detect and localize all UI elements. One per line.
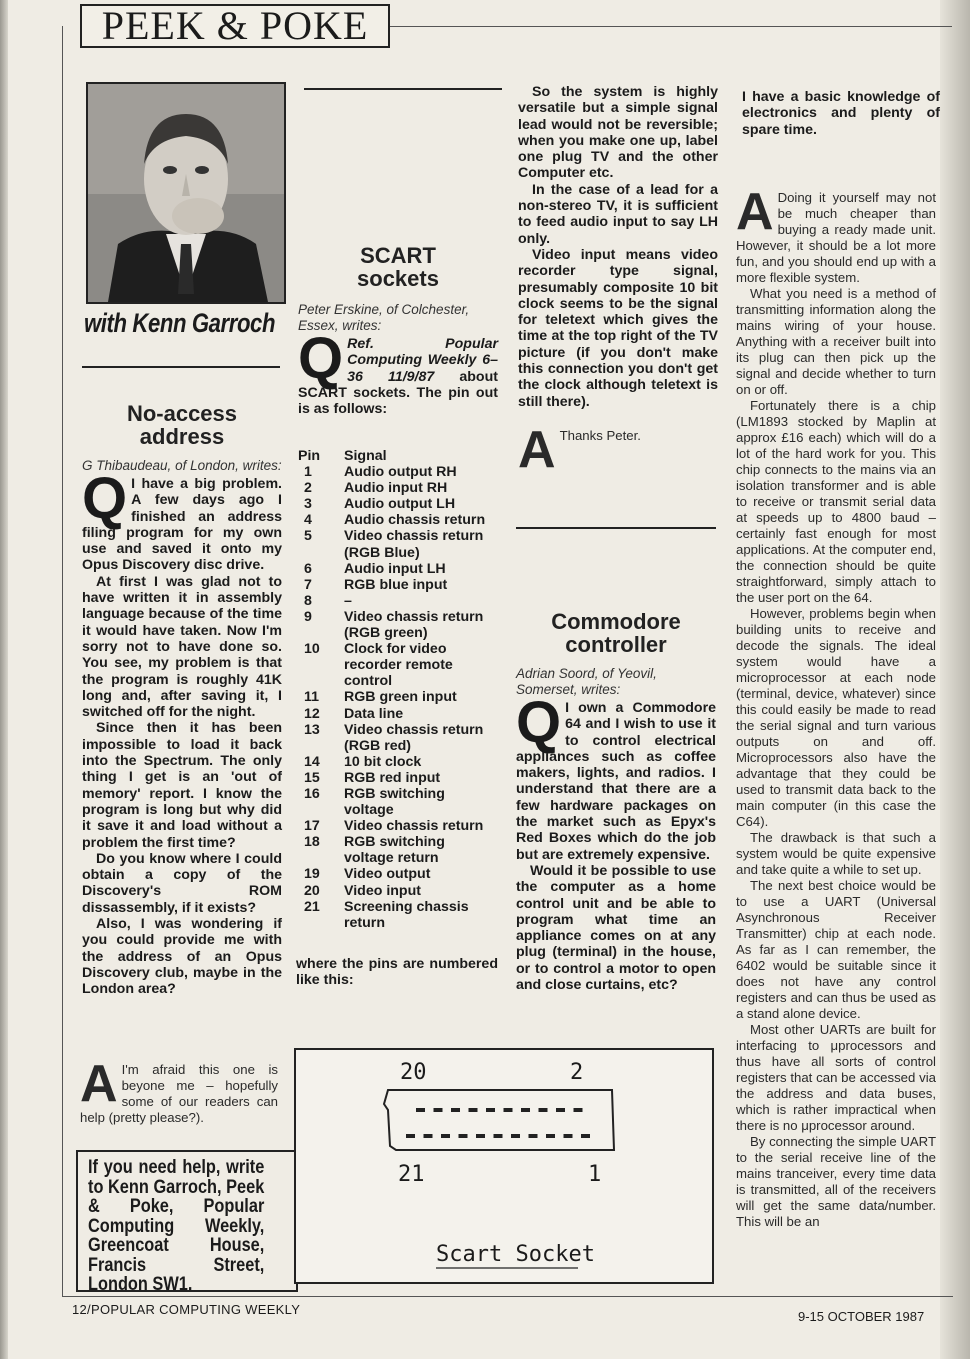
- pin-signal: Clock for video recorder remote control: [344, 641, 453, 690]
- pin-contact: [469, 1108, 478, 1112]
- paragraph: What you need is a method of transmitting information along the mains wiring of your house. Anything with a receiver built into its plug can then pick up the signal and decide whether to turn on or off.: [736, 286, 936, 397]
- paragraph: Do you know where I could obtain a copy of the Discovery's ROM dissassembly, if it exists?: [82, 850, 282, 916]
- paragraph: So the system is highly versatile but a simple signal lead would not be reversible; when you make one up, label one plug TV and the other Computer etc.: [518, 84, 718, 182]
- pin-contact: [476, 1134, 485, 1138]
- paragraph: Fortunately there is a chip (LM1893 stocked by Maplin at approx £16 each) which will do a lot of the hard work for you. This chip connects to the mains via an isolation transformer and is able to receive or transmit serial data at speeds up to 4800 baud – certainly fast enough for most applications. At the computer end, the connection should be quite straightforward, simply attach to the user port on the 64.: [736, 398, 936, 605]
- paragraph: Since then it has been impossible to load it back into the Spectrum. The only thing I get is an 'out of memory' report. I know the program is long but why did it save it and load without a problem the first time?: [82, 720, 282, 851]
- paragraph: In the case of a lead for a non-stereo TV, it is sufficient to feed audio input to say LH only.: [518, 181, 718, 247]
- pin-signal: Video input: [344, 882, 421, 899]
- paragraph: However, problems begin when building units to receive and decode the signals. The ideal system would have a microprocessor at each node (terminal, device, whatever) since this could easily be made to read the serial signal and turn various outputs on and off. Microprocessors also have the advantage that they could be used to transmit data back to the main computer (in this case the C64).: [736, 606, 936, 829]
- paragraph: Would it be possible to use the computer as a home control unit and be able to program what time an appliance comes on at any plug (terminal) in the house, or to control a motor to open and close curtains, etc?: [516, 862, 716, 994]
- pin-signal: Data line: [344, 705, 404, 722]
- pin-number: 9: [304, 608, 312, 625]
- pin-row: [298, 577, 498, 593]
- columnist-photo: [86, 82, 286, 304]
- pin-number: 12: [304, 705, 320, 722]
- paragraph: The next best choice would be to use a UART (Universal Asynchronous Receiver Transmitter) chip at each node. As far as I can remember, the 6402 would be suitable since it does not have any control registers and can thus be used as a stand alone device.: [736, 878, 936, 1021]
- column-2: [298, 244, 498, 417]
- pin-contact: [521, 1108, 530, 1112]
- pin-number: 5: [304, 528, 312, 545]
- drop-cap-a: A: [736, 183, 774, 241]
- pin-row: [298, 834, 498, 866]
- paragraph: At first I was glad not to have written it in assembly language because of the time it would have taken. Now I'm sorry not to have done so. You see, my problem is that the program is roughly 41K long and, after saving it, I switched off for the night.: [82, 573, 282, 721]
- column-4-top: I have a basic knowledge of electronics and plenty of spare time.: [742, 89, 940, 138]
- pin-signal: Audio chassis return: [344, 512, 486, 529]
- portrait-illustration: [88, 84, 284, 302]
- pin-number: 11: [304, 689, 319, 706]
- column-4: [736, 183, 936, 1230]
- pin-number: 19: [304, 866, 320, 883]
- paragraph: By connecting the simple UART to the serial receive line of the mains tranceiver, every time data is transmitted, all of the receivers will get the same data/number. This will be an: [736, 1134, 936, 1229]
- pin-label-21: 21: [398, 1162, 425, 1187]
- pin-contact: [416, 1108, 425, 1112]
- column-1-answer: [80, 1055, 278, 1126]
- pin-table-header: [298, 448, 498, 464]
- pin-signal: Video output: [344, 866, 431, 883]
- paragraph: Video input means video recorder type signal, presumably composite 10 bit clock seems to be the signal for teletext which gives the time at the top right of the TV picture (if you don't make this connection you don't get the clock although teletext is still there).: [518, 246, 718, 410]
- pin-number: 6: [304, 560, 312, 577]
- pin-number: 18: [304, 834, 320, 851]
- pin-row: [298, 883, 498, 899]
- pin-label-1: 1: [588, 1162, 602, 1187]
- pin-contact: [441, 1134, 450, 1138]
- pin-row: [298, 496, 498, 512]
- drop-cap-a: A: [80, 1055, 118, 1113]
- pin-row: [298, 512, 498, 528]
- question-text: about SCART sockets. The pin out is as follows:: [298, 368, 498, 418]
- pin-row: [298, 609, 498, 641]
- paragraph: Also, I was wondering if you could provide me with the address of an Opus Discovery club, maybe in the London area?: [82, 916, 282, 998]
- question-text: I own a Commodore 64 and I wish to use it to control electrical appliances such as coffee makers, lights, and radios. I understand that there are a few hardware packages on the market such as Epyx's Red Boxes which do the job but are extremely expensive.: [516, 700, 716, 863]
- pin-number: 13: [304, 721, 320, 738]
- drop-cap-q: Q: [298, 326, 344, 391]
- pin-row-bottom: [406, 1134, 590, 1138]
- help-box-text: If you need help, write to Kenn Garroch, Peek & Poke, Popular Computing Weekly, Greencoat House, Francis Street, London SW1.: [88, 1157, 265, 1295]
- pin-number: 7: [304, 576, 312, 593]
- scart-diagram: [294, 1048, 714, 1284]
- pin-contact: [459, 1134, 468, 1138]
- pin-contact: [511, 1134, 520, 1138]
- masthead: PEEK & POKE: [80, 4, 390, 48]
- pin-row: [298, 722, 498, 754]
- column-1: [82, 402, 282, 998]
- pin-signal: Audio input RH: [344, 480, 448, 497]
- pin-row: [298, 899, 498, 931]
- pin-signal: RGB blue input: [344, 576, 448, 593]
- pin-row: [298, 593, 498, 609]
- paragraph: Most other UARTs are built for interfacing to μprocessors and thus have all sorts of control registers that can be accessed via the address and data buses, which is rather impractical when there is no μprocessor around.: [736, 1022, 936, 1133]
- pin-row: [298, 754, 498, 770]
- pin-number: 1: [304, 464, 312, 481]
- page-frame-top: [390, 26, 952, 27]
- pin-row: [298, 689, 498, 705]
- answer-text: Thanks Peter.: [559, 428, 641, 443]
- pin-header-label: Pin: [298, 448, 321, 464]
- question-text: I have a big problem. A few days ago I finished an address filing program for my own use and saved it onto my Opus Discovery disc drive.: [82, 476, 282, 574]
- pin-number: 10: [304, 641, 320, 658]
- pin-row: [298, 786, 498, 818]
- help-box: [76, 1150, 298, 1295]
- pin-contact: [529, 1134, 538, 1138]
- column-3-answer: [518, 421, 718, 479]
- pin-table: [298, 448, 498, 931]
- pin-signal: 10 bit clock: [344, 753, 422, 770]
- reference-text: Ref. Popular Computing Weekly 6–36 11/9/87: [347, 336, 498, 385]
- column-3-bottom: [516, 610, 716, 993]
- pin-number: 20: [304, 882, 320, 899]
- pin-signal: Screening chassis return: [344, 898, 469, 931]
- columnist-byline: with Kenn Garroch: [84, 308, 276, 338]
- pin-number: 15: [304, 769, 320, 786]
- pin-signal: RGB red input: [344, 769, 441, 786]
- pin-signal: Video chassis return (RGB Blue): [344, 528, 484, 561]
- article-byline: Adrian Soord, of Yeovil, Somerset, writes:: [516, 666, 657, 697]
- pin-contact: [539, 1108, 548, 1112]
- pin-contact: [564, 1134, 573, 1138]
- pin-contact: [546, 1134, 555, 1138]
- pin-row-top: [416, 1108, 583, 1112]
- answer-text: Doing it yourself may not be much cheaper than buying a ready made unit. However, it should be a lot more fun, and you should end up with a more flexible system.: [736, 190, 936, 285]
- column-3-top: [518, 84, 718, 410]
- pin-label-2: 2: [570, 1060, 584, 1085]
- pin-number: 21: [304, 898, 320, 915]
- pin-row: [298, 464, 498, 480]
- pin-number: 17: [304, 818, 320, 835]
- pin-row: [298, 641, 498, 689]
- article-heading: No-access address: [126, 401, 238, 449]
- pin-contact: [556, 1108, 565, 1112]
- pin-signal: Video chassis return (RGB red): [344, 721, 484, 754]
- pin-contact: [486, 1108, 495, 1112]
- answer-text: I'm afraid this one is beyone me – hopefully some of our readers can help (pretty please?).: [80, 1062, 278, 1125]
- article-heading: Commodore controller: [551, 609, 681, 657]
- footer-date: 9-15 OCTOBER 1987: [798, 1309, 925, 1324]
- pin-contact: [581, 1134, 590, 1138]
- pin-row: [298, 866, 498, 882]
- pin-contact: [504, 1108, 513, 1112]
- pin-signal: RGB switching voltage: [344, 785, 445, 819]
- footer-page-label: 12/POPULAR COMPUTING WEEKLY: [72, 1302, 301, 1317]
- pin-contact: [406, 1134, 415, 1138]
- pin-signal: Video chassis return: [344, 818, 484, 835]
- drop-cap-a: A: [518, 421, 556, 479]
- pin-row: [298, 770, 498, 786]
- pin-signal: –: [344, 592, 352, 609]
- drop-cap-q: Q: [516, 690, 562, 755]
- divider-rule: [304, 88, 502, 90]
- pin-number: 16: [304, 785, 320, 802]
- article-byline: Peter Erskine, of Colchester, Essex, writes:: [298, 302, 470, 333]
- paragraph: The drawback is that such a system would be quite expensive and take quite a while to set up.: [736, 830, 936, 877]
- pin-number: 14: [304, 753, 320, 770]
- pin-row: [298, 561, 498, 577]
- diagram-caption: Scart Socket: [436, 1242, 595, 1267]
- pin-row: [298, 706, 498, 722]
- pin-signal: Video chassis return (RGB green): [344, 608, 484, 642]
- pin-number: 3: [304, 496, 312, 513]
- pin-signal: RGB switching voltage return: [344, 834, 445, 867]
- article-heading: SCART sockets: [357, 243, 439, 291]
- divider-rule: [516, 527, 716, 529]
- pin-rows: [298, 464, 498, 931]
- pin-signal: Audio output RH: [344, 464, 457, 481]
- drop-cap-q: Q: [82, 466, 128, 531]
- pin-contact: [434, 1108, 443, 1112]
- pin-number: 8: [304, 592, 312, 609]
- pin-contact: [424, 1134, 433, 1138]
- pin-signal: Audio input LH: [344, 560, 446, 577]
- pin-contact: [574, 1108, 583, 1112]
- pin-signal: RGB green input: [344, 689, 457, 706]
- after-table-text: where the pins are numbered like this:: [296, 956, 498, 989]
- pin-row: [298, 818, 498, 834]
- pin-number: 4: [304, 512, 312, 529]
- page-left-edge: [0, 0, 8, 1359]
- pin-contact: [451, 1108, 460, 1112]
- article-byline: G Thibaudeau, of London, writes:: [82, 458, 282, 473]
- signal-header-label: Signal: [344, 448, 387, 464]
- divider-rule: [82, 366, 280, 368]
- pin-contact: [494, 1134, 503, 1138]
- pin-row: [298, 480, 498, 496]
- pin-label-20: 20: [400, 1060, 427, 1085]
- pin-signal: Audio output LH: [344, 496, 456, 513]
- pin-row: [298, 528, 498, 560]
- pin-number: 2: [304, 480, 312, 497]
